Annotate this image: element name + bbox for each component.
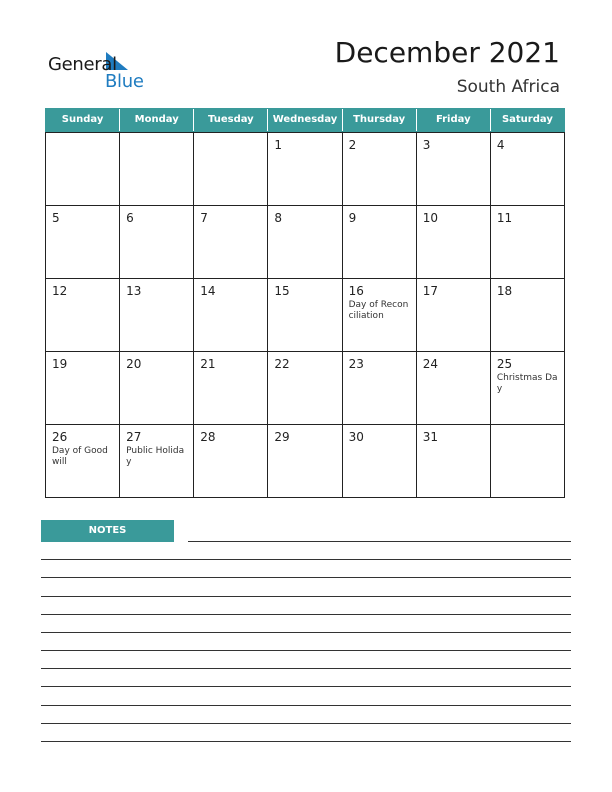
day-number: 18 — [496, 284, 513, 298]
day-cell — [46, 206, 120, 279]
weekday-monday: Monday — [119, 109, 193, 131]
day-cell — [120, 206, 194, 279]
calendar-week — [46, 352, 565, 425]
day-number: 29 — [274, 430, 290, 444]
weekday-tuesday: Tuesday — [193, 109, 267, 131]
weekday-wednesday: Wednesday — [267, 109, 341, 131]
day-number: 12 — [52, 284, 68, 298]
notes-line — [41, 596, 571, 597]
notes-line — [41, 614, 571, 615]
day-cell — [491, 279, 565, 352]
calendar — [45, 108, 565, 498]
day-cell — [46, 425, 120, 498]
notes-line — [41, 577, 571, 578]
notes-line — [41, 723, 571, 724]
holiday-label: Day of Goodwill — [52, 446, 108, 467]
day-cell — [120, 352, 194, 425]
day-cell — [417, 352, 491, 425]
day-cell — [343, 206, 417, 279]
notes-line — [41, 632, 571, 633]
weekday-sunday: Sunday — [61, 114, 104, 125]
day-cell — [268, 206, 342, 279]
calendar-week — [46, 279, 565, 352]
day-number: 2 — [348, 138, 357, 152]
weekday-saturday: Saturday — [490, 109, 564, 131]
day-number: 21 — [200, 357, 216, 371]
weekday-header — [45, 108, 565, 132]
day-cell — [268, 279, 342, 352]
day-number: 19 — [52, 357, 68, 371]
day-number: 23 — [348, 357, 364, 371]
day-cell — [194, 206, 268, 279]
day-number: 13 — [126, 284, 142, 298]
day-cell — [46, 352, 120, 425]
day-cell — [491, 425, 565, 498]
day-number: 4 — [496, 138, 505, 152]
logo-word-blue: Blue — [105, 71, 144, 92]
logo-word-general: General — [48, 54, 117, 75]
weekday-thursday: Thursday — [342, 109, 416, 131]
day-cell — [417, 133, 491, 206]
day-cell — [343, 279, 417, 352]
day-number: 27 — [126, 430, 142, 444]
day-number: 20 — [126, 357, 142, 371]
holiday-label: Day of Reconciliation — [348, 300, 409, 321]
day-cell — [343, 133, 417, 206]
day-cell — [491, 133, 565, 206]
notes-line — [188, 541, 571, 542]
calendar-week — [46, 133, 565, 206]
day-number: 16 — [348, 284, 364, 298]
month-title: December 2021 — [334, 36, 560, 69]
generalblue-logo — [48, 50, 158, 94]
notes-label: NOTES — [41, 520, 174, 542]
day-number: 11 — [496, 211, 513, 225]
day-cell — [343, 425, 417, 498]
day-number: 10 — [422, 211, 438, 225]
day-number: 8 — [274, 211, 283, 225]
calendar-week — [46, 425, 565, 498]
day-cell — [46, 279, 120, 352]
calendar-grid — [45, 132, 565, 498]
day-cell — [417, 279, 491, 352]
day-number: 30 — [348, 430, 364, 444]
notes-line — [41, 559, 571, 560]
day-number: 22 — [274, 357, 290, 371]
day-number: 17 — [422, 284, 438, 298]
day-cell — [46, 133, 120, 206]
day-cell — [268, 425, 342, 498]
day-cell — [120, 279, 194, 352]
day-number: 24 — [422, 357, 438, 371]
day-cell — [491, 206, 565, 279]
calendar-week — [46, 206, 565, 279]
day-number: 1 — [274, 138, 283, 152]
day-cell — [120, 425, 194, 498]
day-cell — [417, 206, 491, 279]
day-number: 14 — [200, 284, 216, 298]
day-cell — [268, 133, 342, 206]
day-cell — [194, 425, 268, 498]
day-number: 31 — [422, 430, 438, 444]
day-number: 6 — [126, 211, 134, 225]
day-number: 5 — [52, 211, 60, 225]
day-cell — [194, 279, 268, 352]
day-number: 15 — [274, 284, 290, 298]
day-cell — [343, 352, 417, 425]
notes-line — [41, 650, 571, 651]
country-name: South Africa — [456, 77, 560, 97]
day-cell — [268, 352, 342, 425]
day-number: 25 — [496, 357, 513, 371]
notes-line — [41, 705, 571, 706]
day-cell — [120, 133, 194, 206]
notes-line — [41, 741, 571, 742]
day-number: 28 — [200, 430, 216, 444]
day-number: 9 — [348, 211, 357, 225]
day-cell — [491, 352, 565, 425]
day-number: 3 — [422, 138, 431, 152]
notes-line — [41, 686, 571, 687]
holiday-label: Public Holiday — [126, 446, 185, 467]
day-cell — [194, 133, 268, 206]
holiday-label: Christmas Day — [496, 373, 558, 394]
notes-line — [41, 668, 571, 669]
day-cell — [417, 425, 491, 498]
day-number: 7 — [200, 211, 208, 225]
day-cell — [194, 352, 268, 425]
weekday-friday: Friday — [416, 109, 490, 131]
day-number: 26 — [52, 430, 68, 444]
